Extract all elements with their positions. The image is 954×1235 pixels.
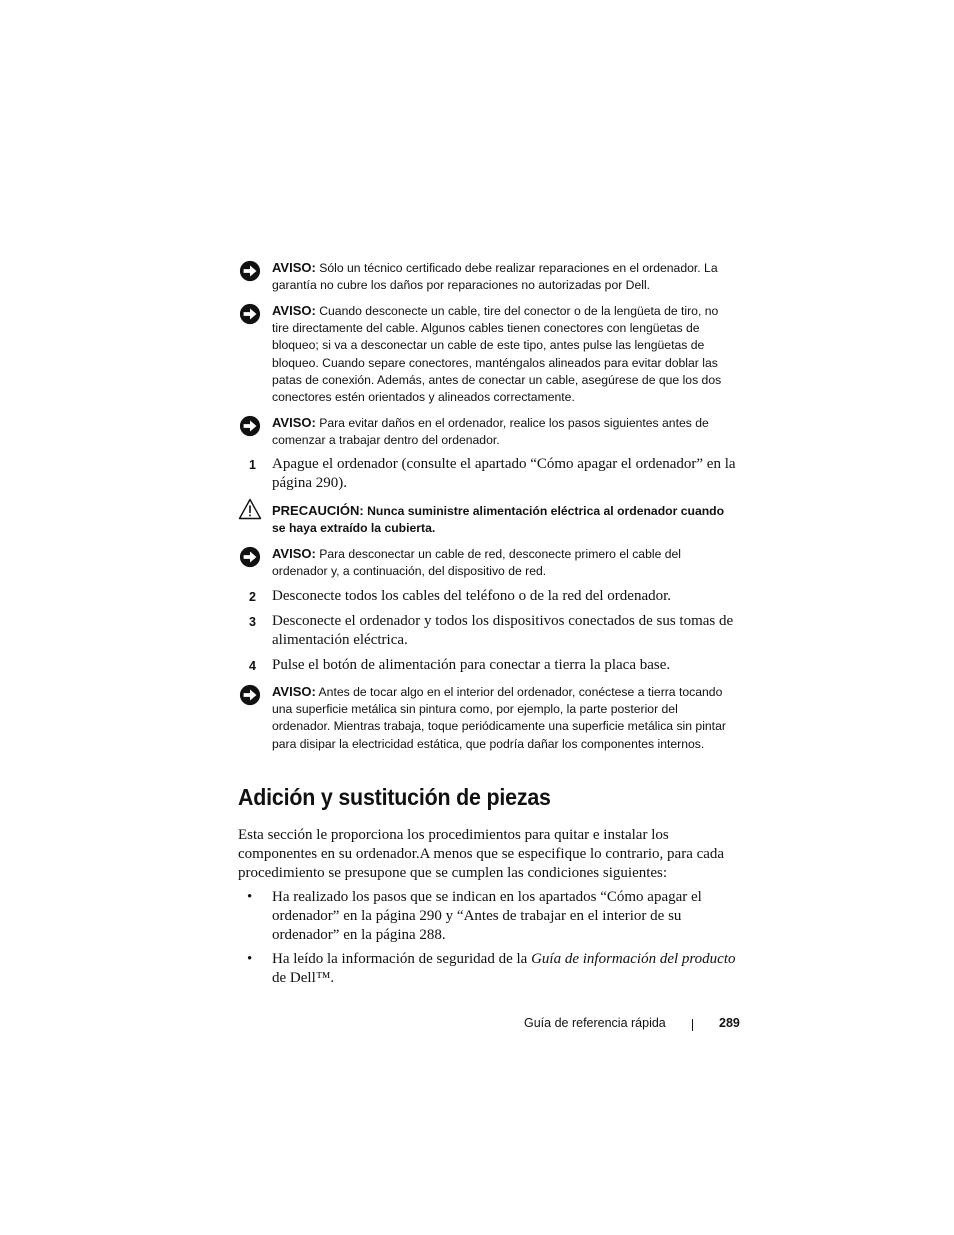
notice-5 xyxy=(238,683,738,771)
intro-paragraph: Esta sección le proporciona los procedimientos para quitar e instalar los componentes en su ordenador.A menos que se especifique lo contrario, para cada procedimiento se presupone que se cumplen las condiciones siguientes: xyxy=(238,827,725,882)
notice-icon xyxy=(239,260,261,282)
notice-body: Cuando desconecte un cable, tire del conector o de la lengüeta de tiro, no tire directamente del cable. Algunos cables tienen conectores con lengüetas de bloqueo; si va a desconectar un cable de este tipo, antes pulse las lengüetas de bloqueo. Cuando separe conectores, manténgalos alineados para evitar doblar las patas de conexión. Además, antes de conectar un cable, asegúrese de que los dos conectores estén orientados y alineados correctamente. xyxy=(272,304,722,405)
warning-triangle-icon xyxy=(238,498,262,520)
notice-body: Sólo un técnico certificado debe realizar reparaciones en el ordenador. La garantía no cubre los daños por reparaciones no autorizadas por Dell. xyxy=(272,261,718,293)
bullet-text xyxy=(272,950,738,988)
notice-text xyxy=(272,259,738,294)
notice-icon xyxy=(239,546,261,568)
notice-text xyxy=(272,302,738,406)
step-text: Desconecte todos los cables del teléfono o de la red del ordenador. xyxy=(272,588,672,604)
step-number: 1 xyxy=(249,458,256,472)
notice-icon xyxy=(239,303,261,325)
step-text: Pulse el botón de alimentación para conectar a tierra la placa base. xyxy=(272,657,671,673)
notice-icon xyxy=(239,684,261,706)
bullet-marker: • xyxy=(247,889,253,905)
footer-title: Guía de referencia rápida xyxy=(524,1016,666,1030)
step-text: Desconecte el ordenador y todos los dispositivos conectados de sus tomas de alimentación eléctrica. xyxy=(272,613,734,649)
caution-label: PRECAUCIÓN: xyxy=(272,503,364,518)
notice-3 xyxy=(238,414,738,450)
product-guide-title: Guía de información del producto xyxy=(531,951,736,967)
caution-text xyxy=(272,502,738,537)
step-4 xyxy=(238,656,738,676)
notice-icon xyxy=(239,415,261,437)
section-title: Adición y sustitución de piezas xyxy=(238,784,551,810)
notice-label: AVISO: xyxy=(272,546,316,561)
notice-label: AVISO: xyxy=(272,303,316,318)
caution xyxy=(238,502,738,538)
notice-text xyxy=(272,414,738,449)
bullet-item-1 xyxy=(238,888,738,946)
notice-1 xyxy=(238,259,738,295)
step-3 xyxy=(238,612,738,652)
step-2 xyxy=(238,587,738,607)
step-number: 2 xyxy=(249,590,256,604)
notice-body: Antes de tocar algo en el interior del ordenador, conéctese a tierra tocando una superficie metálica sin pintura como, por ejemplo, la parte posterior del ordenador. Mientras trabaja, toque periódicamente una superficie metálica sin pintar para disipar la electricidad estática, que podría dañar los componentes internos. xyxy=(272,685,726,751)
notice-label: AVISO: xyxy=(272,260,316,275)
notice-text xyxy=(272,545,738,580)
notice-label: AVISO: xyxy=(272,415,316,430)
footer-separator xyxy=(692,1019,693,1031)
bullet-text-pre: Ha leído la información de seguridad de la xyxy=(272,951,532,967)
step-number: 4 xyxy=(249,659,256,673)
step-1 xyxy=(238,455,738,495)
notice-2 xyxy=(238,302,738,406)
bullet-text: Ha realizado los pasos que se indican en los apartados “Cómo apagar el ordenador” en la página 290 y “Antes de trabajar en el interior de su ordenador” en la página 288. xyxy=(272,889,702,944)
notice-body: Para evitar daños en el ordenador, realice los pasos siguientes antes de comenzar a trabajar dentro del ordenador. xyxy=(272,416,709,448)
notice-body: Para desconectar un cable de red, desconecte primero el cable del ordenador y, a continuación, del dispositivo de red. xyxy=(272,547,681,579)
notice-text xyxy=(272,683,738,753)
step-text: Apague el ordenador (consulte el apartado “Cómo apagar el ordenador” en la página 290). xyxy=(272,456,736,492)
page-number: 289 xyxy=(719,1016,740,1030)
notice-4 xyxy=(238,545,738,581)
step-number: 3 xyxy=(249,615,256,629)
caution-body: Nunca suministre alimentación eléctrica al ordenador cuando se haya extraído la cubierta. xyxy=(272,504,725,536)
bullet-text-post: de Dell™. xyxy=(272,970,335,987)
bullet-item-2 xyxy=(238,950,738,990)
notice-label: AVISO: xyxy=(272,684,316,699)
bullet-marker: • xyxy=(247,951,253,967)
